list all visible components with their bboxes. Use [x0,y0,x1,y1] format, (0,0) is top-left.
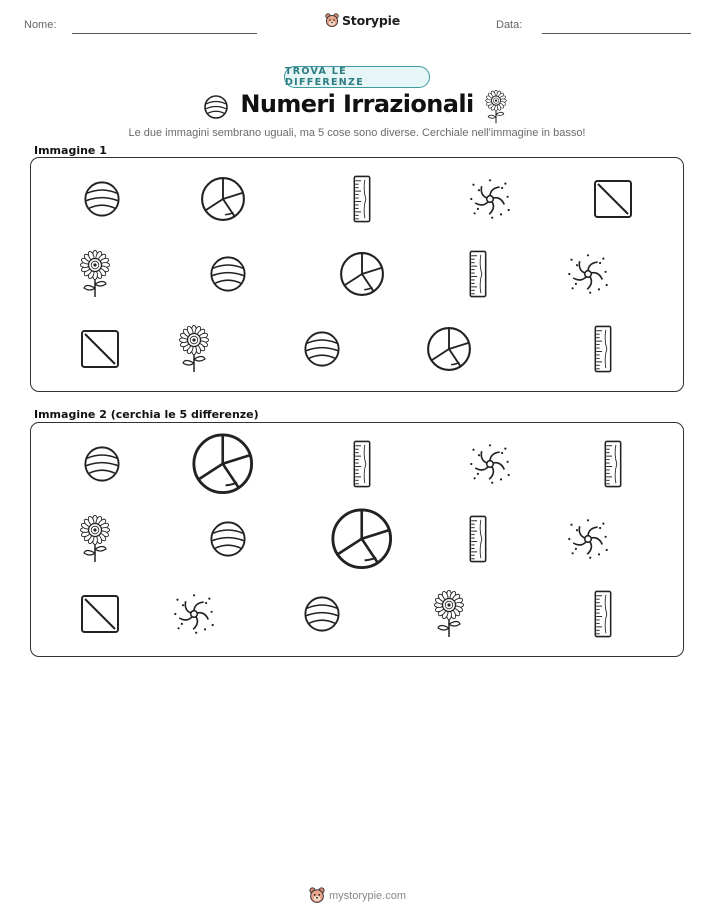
galaxy-icon[interactable] [468,442,512,486]
ruler-icon[interactable] [593,590,613,638]
galaxy-icon[interactable] [172,592,216,636]
galaxy-icon[interactable] [468,177,512,221]
page-title: Numeri Irrazionali [240,90,474,118]
ruler-icon[interactable] [603,440,623,488]
pie-icon[interactable] [426,326,472,372]
bear-mascot-icon [325,13,339,28]
instructions: Le due immagini sembrano uguali, ma 5 cose sono diverse. Cerchiale nell'immagine in basso! [128,127,586,139]
sunflower-icon[interactable] [79,250,111,298]
date-label: Data: [496,19,523,31]
activity-badge: TROVA LE DIFFERENZE [284,66,430,88]
date-line[interactable] [542,33,691,34]
ruler-icon[interactable] [352,440,372,488]
ball-icon[interactable] [209,255,247,293]
square-icon[interactable] [593,179,633,219]
sunflower-icon[interactable] [178,325,210,373]
footer [309,887,406,904]
galaxy-icon[interactable] [566,517,610,561]
pie-icon[interactable] [339,251,385,297]
pie-icon[interactable] [330,507,393,570]
ball-icon[interactable] [303,595,341,633]
ball-icon[interactable] [209,520,247,558]
sunflower-icon [484,90,508,128]
galaxy-icon[interactable] [566,252,610,296]
ruler-icon[interactable] [468,515,488,563]
ball-icon[interactable] [303,330,341,368]
name-line[interactable] [72,33,257,34]
ruler-icon[interactable] [352,175,372,223]
ruler-icon[interactable] [593,325,613,373]
bear-mascot-icon [309,887,325,904]
ruler-icon[interactable] [468,250,488,298]
ball-icon[interactable] [83,445,121,483]
footer-site: mystorypie.com [329,889,407,902]
brand [325,13,400,28]
image1-label: Immagine 1 [34,144,107,157]
square-icon[interactable] [80,329,120,369]
name-label: Nome: [24,19,57,31]
sunflower-icon[interactable] [79,515,111,563]
sunflower-icon[interactable] [433,590,465,638]
image1-panel [30,157,684,392]
ball-icon[interactable] [83,180,121,218]
pie-icon[interactable] [191,432,254,495]
brand-name: Storypie [342,13,400,28]
square-icon[interactable] [80,594,120,634]
image2-label: Immagine 2 (cerchia le 5 differenze) [34,408,259,421]
pie-icon[interactable] [200,176,246,222]
image2-panel [30,422,684,657]
